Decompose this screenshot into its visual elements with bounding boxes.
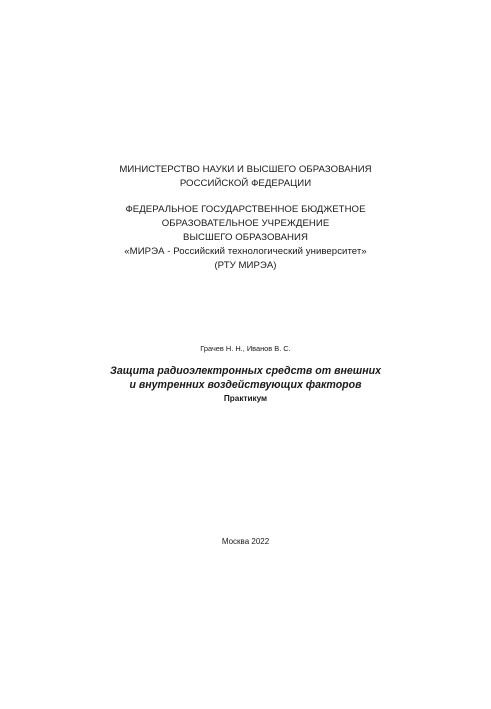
- institution-line-1: ФЕДЕРАЛЬНОЕ ГОСУДАРСТВЕННОЕ БЮДЖЕТНОЕ: [125, 204, 366, 215]
- ministry-line-2: РОССИЙСКОЙ ФЕДЕРАЦИИ: [179, 178, 312, 189]
- ministry-line-1: МИНИСТЕРСТВО НАУКИ И ВЫСШЕГО ОБРАЗОВАНИЯ: [119, 164, 372, 175]
- title-line-1: Защита радиоэлектронных средств от внешних: [110, 365, 381, 377]
- institution-line-5: (РТУ МИРЭА): [214, 260, 277, 271]
- subtitle: Практикум: [223, 394, 268, 403]
- institution-line-4: «МИРЭА - Российский технологический университет»: [124, 246, 367, 257]
- authors: Грачев Н. Н., Иванов В. С.: [200, 344, 291, 353]
- title-line-2: и внутренних воздействующих факторов: [129, 379, 362, 391]
- institution-line-2: ОБРАЗОВАТЕЛЬНОЕ УЧРЕЖДЕНИЕ: [161, 218, 330, 229]
- institution-line-3: ВЫСШЕГО ОБРАЗОВАНИЯ: [183, 232, 308, 243]
- city-year: Москва 2022: [221, 537, 270, 546]
